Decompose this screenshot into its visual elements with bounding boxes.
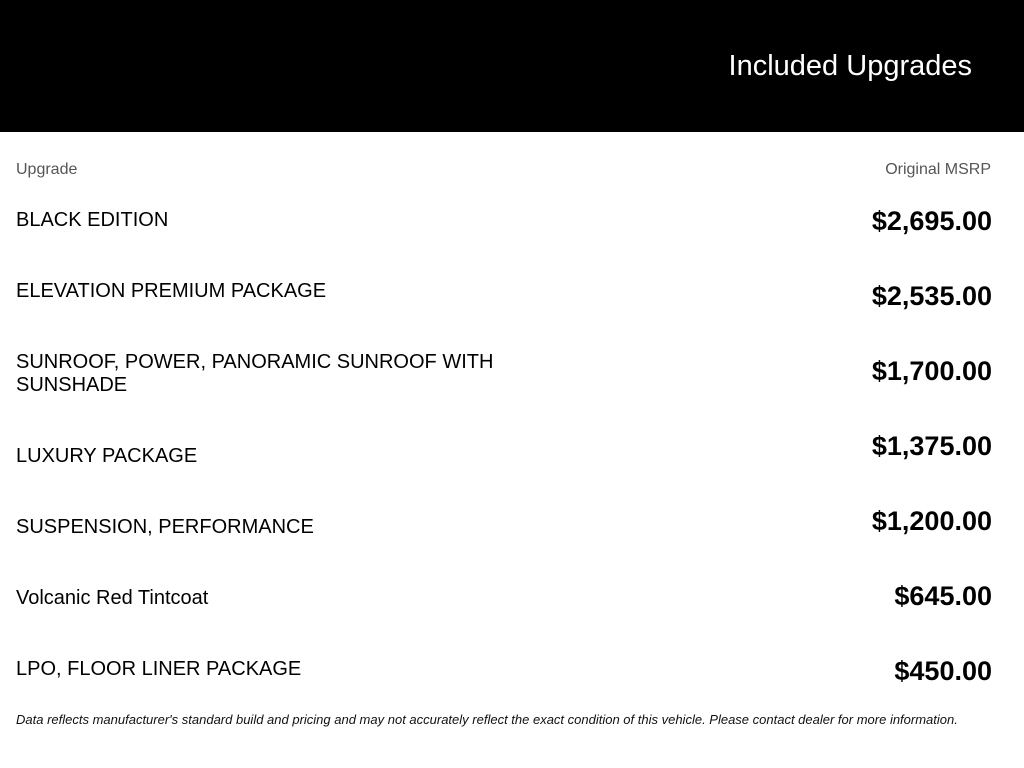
upgrade-name: ELEVATION PREMIUM PACKAGE bbox=[16, 280, 327, 302]
upgrade-name: SUNROOF, POWER, PANORAMIC SUNROOF WITH SUNSHADE bbox=[16, 351, 494, 396]
upgrade-name: LPO, FLOOR LINER PACKAGE bbox=[16, 658, 302, 680]
disclaimer-text: Data reflects manufacturer's standard build and pricing and may not accurately reflect the exact condition of this vehicle. Please contact dealer for more information. bbox=[16, 712, 958, 727]
upgrade-name: BLACK EDITION bbox=[16, 209, 169, 231]
upgrade-price: $2,695.00 bbox=[871, 206, 992, 236]
upgrade-price: $450.00 bbox=[894, 656, 992, 686]
upgrade-name: SUSPENSION, PERFORMANCE bbox=[16, 516, 314, 538]
page-title: Included Upgrades bbox=[728, 50, 972, 82]
upgrade-price: $1,200.00 bbox=[871, 506, 992, 536]
column-header-msrp: Original MSRP bbox=[885, 161, 991, 178]
upgrade-price: $1,375.00 bbox=[871, 431, 992, 461]
upgrade-name: Volcanic Red Tintcoat bbox=[16, 587, 209, 609]
upgrade-price: $2,535.00 bbox=[871, 281, 992, 311]
header-bar bbox=[0, 0, 1024, 132]
column-header-upgrade: Upgrade bbox=[16, 161, 78, 178]
upgrade-name: LUXURY PACKAGE bbox=[16, 445, 198, 467]
upgrade-price: $645.00 bbox=[894, 581, 992, 611]
upgrade-price: $1,700.00 bbox=[871, 356, 992, 386]
